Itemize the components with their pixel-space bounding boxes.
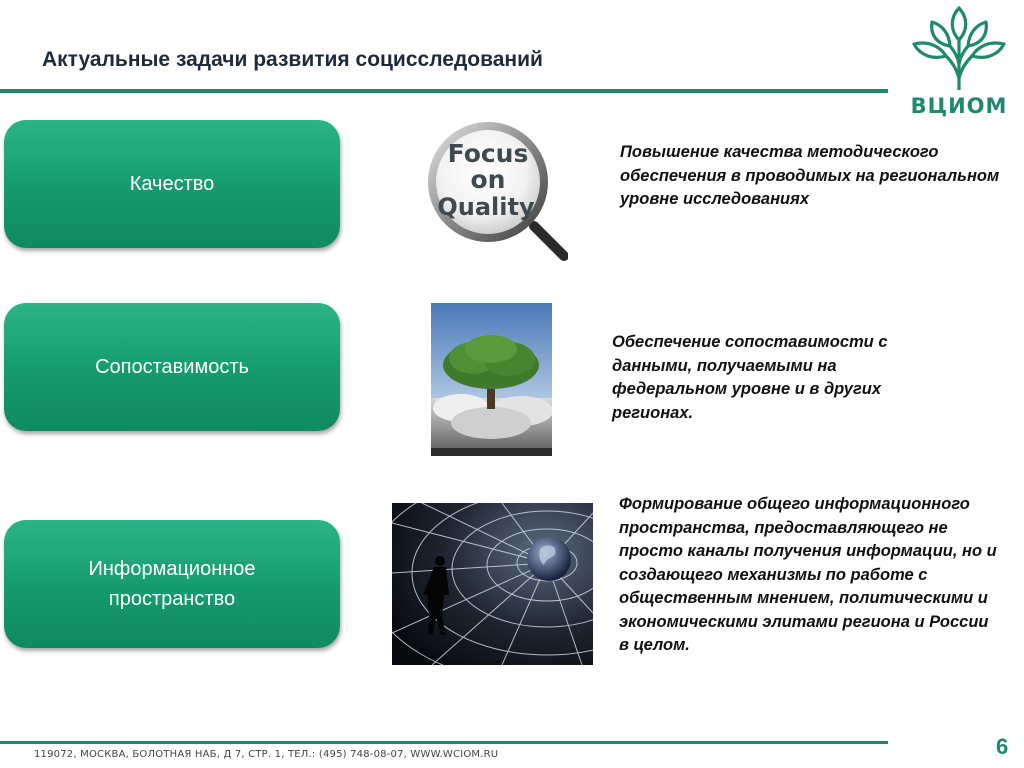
slide-title: Актуальные задачи развития социсследований [42, 48, 543, 71]
focus-word: Focus [447, 139, 529, 168]
category-label: Сопоставимость [95, 356, 249, 378]
category-box-comparability [4, 303, 340, 431]
category-label: Информационное пространство [88, 558, 256, 610]
title-underline [0, 89, 888, 93]
footer-rule [0, 741, 888, 744]
quality-word: Quality [437, 193, 535, 221]
tree-over-cloud-photo [431, 303, 552, 456]
description-quality: Повышение качества методического обеспечения в проводимых на региональном уровне исследованиях [620, 143, 1000, 208]
logo-text: ВЦИОМ [910, 94, 1008, 118]
man-walking-on-web-toward-globe [392, 503, 593, 665]
description-information-space: Формирование общего информационного пространства, предоставляющего не просто каналы получения информации, но и создающего механизмы по работе с общественным мнением, политическими и экономическими элитами региона и России в целом. [619, 495, 997, 654]
footer-address: 119072, МОСКВА, БОЛОТНАЯ НАБ, Д 7, СТР. 1, ТЕЛ.: (495) 748-08-07, WWW.WCIOM.RU [34, 749, 499, 760]
category-label: Качество [129, 173, 215, 195]
focus-on-quality-magnifier [422, 120, 568, 265]
page-number: 6 [996, 734, 1009, 759]
description-comparability: Обеспечение сопоставимости с данными, получаемыми на федеральном уровне и в других регионах. [612, 333, 888, 422]
category-box-information-space [4, 520, 340, 648]
category-box-quality [4, 120, 340, 248]
on-word: on [470, 165, 506, 194]
